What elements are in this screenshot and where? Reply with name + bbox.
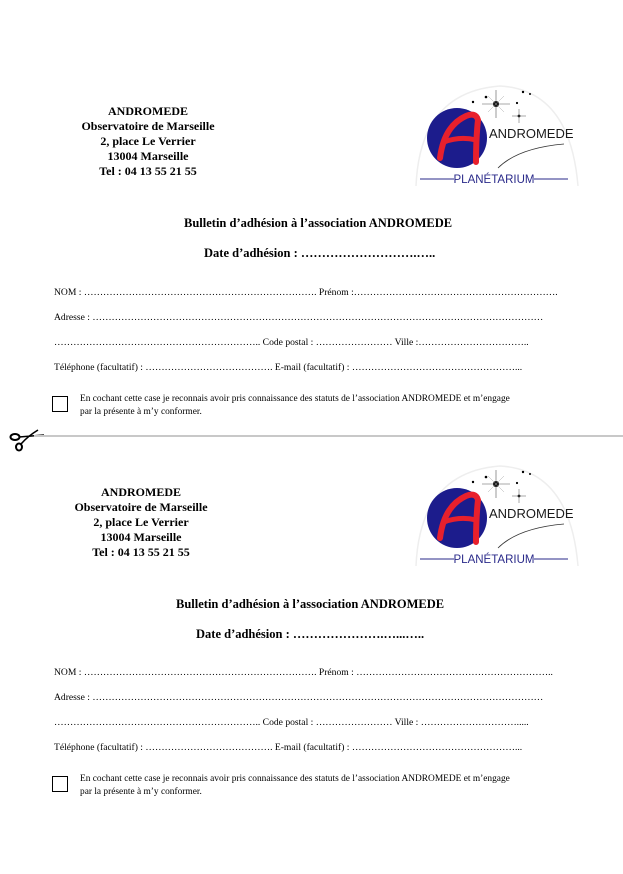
form-title: Bulletin d’adhésion à l’association ANDROMEDE	[184, 216, 453, 230]
consent-text-line1: En cochant cette case je reconnais avoir pris connaissance des statuts de l’association ANDROMEDE et m’engage	[80, 774, 510, 784]
name-firstname-fields[interactable]: NOM : ………………………………………………………………. Prénom :……………………………………………………….	[54, 287, 558, 298]
consent-checkbox[interactable]	[52, 776, 68, 792]
consent-text	[80, 773, 580, 798]
logo-graphic	[410, 82, 582, 190]
andromede-planetarium-logo	[410, 82, 582, 190]
address-field[interactable]: Adresse : ……………………………………………………………………………………………………………………………	[54, 692, 544, 703]
stars-icon	[472, 470, 531, 503]
postal-city-fields[interactable]: ……………………………………………………….. Code postal : …………………… Ville : ………………………….....	[54, 717, 529, 728]
org-line3: 13004 Marseille	[107, 149, 189, 163]
logo-word: ANDROMEDE	[489, 506, 574, 521]
consent-text-line1: En cochant cette case je reconnais avoir pris connaissance des statuts de l’association ANDROMEDE et m’engage	[80, 394, 510, 404]
logo-subtitle: PLANÉTARIUM	[453, 554, 535, 566]
org-name: ANDROMEDE	[101, 485, 181, 499]
org-line1: Observatoire de Marseille	[81, 119, 215, 133]
postal-city-fields[interactable]: ……………………………………………………….. Code postal : …………………… Ville :……………………………..	[54, 337, 529, 348]
name-firstname-fields[interactable]: NOM : ………………………………………………………………. Prénom : ……………………………………………………..	[54, 667, 553, 678]
org-line2: 2, place Le Verrier	[100, 134, 196, 148]
org-phone: Tel : 04 13 55 21 55	[92, 545, 190, 559]
consent-text-line2: par la présente à m’y conformer.	[80, 406, 202, 417]
org-phone: Tel : 04 13 55 21 55	[99, 164, 197, 178]
org-line3: 13004 Marseille	[100, 530, 182, 544]
org-line2: 2, place Le Verrier	[93, 515, 189, 529]
address-field[interactable]: Adresse : ……………………………………………………………………………………………………………………………	[54, 312, 544, 323]
organization-address	[53, 104, 243, 179]
membership-date-field[interactable]: Date d’adhésion : ……………………….…..	[204, 246, 436, 260]
scissors-icon	[8, 428, 48, 452]
logo-graphic	[410, 462, 582, 570]
logo-word: ANDROMEDE	[489, 126, 574, 141]
cut-line-divider	[34, 435, 623, 437]
consent-text	[80, 393, 580, 418]
form-title: Bulletin d’adhésion à l’association ANDROMEDE	[176, 597, 445, 611]
organization-address	[46, 485, 236, 560]
phone-email-fields[interactable]: Téléphone (facultatif) : …………………………………. E-mail (facultatif) : ……………………………………………...	[54, 742, 523, 753]
org-line1: Observatoire de Marseille	[74, 500, 208, 514]
membership-date-field[interactable]: Date d’adhésion : ………………….…...…..	[196, 627, 425, 641]
phone-email-fields[interactable]: Téléphone (facultatif) : …………………………………. E-mail (facultatif) : ……………………………………………...	[54, 362, 523, 373]
logo-subtitle: PLANÉTARIUM	[453, 174, 535, 186]
org-name: ANDROMEDE	[108, 104, 188, 118]
stars-icon	[472, 90, 531, 123]
consent-text-line2: par la présente à m’y conformer.	[80, 786, 202, 797]
consent-checkbox[interactable]	[52, 396, 68, 412]
andromede-planetarium-logo	[410, 462, 582, 570]
